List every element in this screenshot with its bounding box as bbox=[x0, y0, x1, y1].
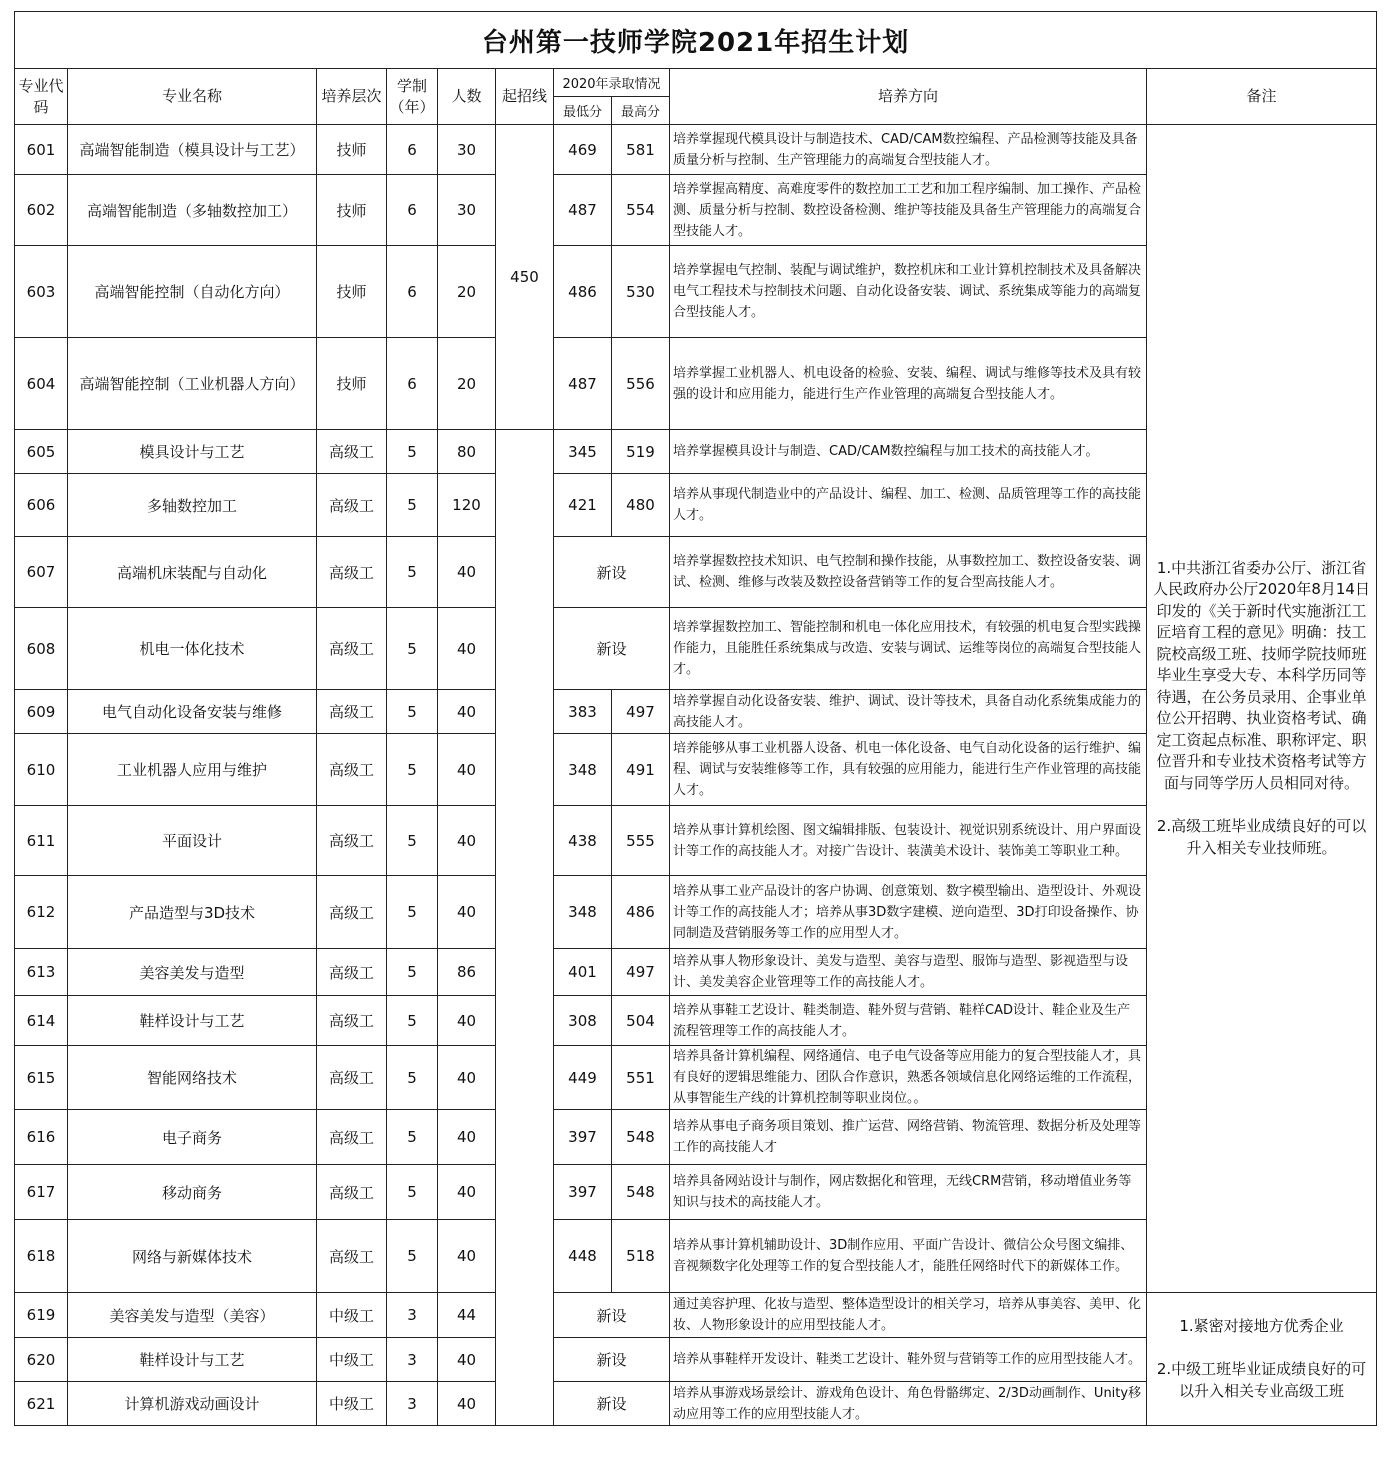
min-score: 308 bbox=[554, 996, 612, 1046]
major-code: 618 bbox=[15, 1220, 68, 1293]
duration-years: 5 bbox=[387, 1110, 438, 1165]
major-name: 计算机游戏动画设计 bbox=[68, 1382, 317, 1426]
training-level: 高级工 bbox=[317, 1220, 387, 1293]
training-level: 技师 bbox=[317, 175, 387, 246]
max-score: 555 bbox=[612, 806, 670, 876]
training-direction: 培养掌握高精度、高难度零件的数控加工工艺和加工程序编制、加工操作、产品检测、质量分析与控制、数控设备检测、维护等技能及具备生产管理能力的高端复合型技能人才。 bbox=[670, 175, 1147, 246]
max-score: 556 bbox=[612, 338, 670, 430]
training-direction: 通过美容护理、化妆与造型、整体造型设计的相关学习，培养从事美容、美甲、化妆、人物形象设计的应用型技能人才。 bbox=[670, 1293, 1147, 1338]
training-level: 技师 bbox=[317, 338, 387, 430]
training-direction: 培养从事电子商务项目策划、推广运营、网络营销、物流管理、数据分析及处理等工作的高技能人才 bbox=[670, 1110, 1147, 1165]
enrollment-count: 40 bbox=[438, 876, 496, 949]
max-score: 497 bbox=[612, 949, 670, 996]
enrollment-count: 20 bbox=[438, 338, 496, 430]
major-code: 612 bbox=[15, 876, 68, 949]
major-name: 鞋样设计与工艺 bbox=[68, 1338, 317, 1382]
max-score: 548 bbox=[612, 1165, 670, 1220]
duration-years: 5 bbox=[387, 690, 438, 734]
min-score: 345 bbox=[554, 430, 612, 474]
training-level: 高级工 bbox=[317, 1110, 387, 1165]
duration-years: 5 bbox=[387, 876, 438, 949]
header-remarks: 备注 bbox=[1147, 69, 1377, 125]
max-score: 530 bbox=[612, 246, 670, 338]
header-name: 专业名称 bbox=[68, 69, 317, 125]
major-name: 机电一体化技术 bbox=[68, 608, 317, 690]
enrollment-count: 40 bbox=[438, 996, 496, 1046]
major-code: 619 bbox=[15, 1293, 68, 1338]
max-score: 548 bbox=[612, 1110, 670, 1165]
page-title: 台州第一技师学院2021年招生计划 bbox=[15, 12, 1377, 69]
enrollment-count: 30 bbox=[438, 125, 496, 175]
header-admission-2020: 2020年录取情况 bbox=[554, 69, 670, 97]
new-major-badge: 新设 bbox=[554, 608, 670, 690]
duration-years: 6 bbox=[387, 246, 438, 338]
major-code: 606 bbox=[15, 474, 68, 537]
duration-years: 5 bbox=[387, 949, 438, 996]
major-code: 610 bbox=[15, 734, 68, 806]
training-level: 高级工 bbox=[317, 806, 387, 876]
duration-years: 5 bbox=[387, 1046, 438, 1110]
major-code: 607 bbox=[15, 537, 68, 608]
header-min-score: 最低分 bbox=[554, 97, 612, 125]
training-level: 高级工 bbox=[317, 876, 387, 949]
training-direction: 培养掌握数控技术知识、电气控制和操作技能，从事数控加工、数控设备安装、调试、检测、维修与改装及数控设备营销等工作的复合型高技能人才。 bbox=[670, 537, 1147, 608]
min-score: 486 bbox=[554, 246, 612, 338]
major-name: 美容美发与造型 bbox=[68, 949, 317, 996]
duration-years: 5 bbox=[387, 608, 438, 690]
training-level: 中级工 bbox=[317, 1293, 387, 1338]
duration-years: 5 bbox=[387, 537, 438, 608]
max-score: 504 bbox=[612, 996, 670, 1046]
training-level: 高级工 bbox=[317, 608, 387, 690]
major-name: 鞋样设计与工艺 bbox=[68, 996, 317, 1046]
enrollment-count: 40 bbox=[438, 734, 496, 806]
max-score: 486 bbox=[612, 876, 670, 949]
major-code: 602 bbox=[15, 175, 68, 246]
duration-years: 6 bbox=[387, 125, 438, 175]
major-name: 电气自动化设备安装与维修 bbox=[68, 690, 317, 734]
major-name: 电子商务 bbox=[68, 1110, 317, 1165]
major-name: 高端机床装配与自动化 bbox=[68, 537, 317, 608]
major-code: 620 bbox=[15, 1338, 68, 1382]
enrollment-count: 120 bbox=[438, 474, 496, 537]
enrollment-count: 40 bbox=[438, 537, 496, 608]
training-direction: 培养从事计算机绘图、图文编辑排版、包装设计、视觉识别系统设计、用户界面设计等工作的高技能人才。对接广告设计、装潢美术设计、装饰美工等职业工种。 bbox=[670, 806, 1147, 876]
remarks-intermediate-1: 1.紧密对接地方优秀企业 bbox=[1179, 1316, 1344, 1335]
enrollment-count: 40 bbox=[438, 806, 496, 876]
training-level: 高级工 bbox=[317, 430, 387, 474]
training-direction: 培养从事计算机辅助设计、3D制作应用、平面广告设计、微信公众号图文编排、音视频数字化处理等工作的复合型技能人才，能胜任网络时代下的新媒体工作。 bbox=[670, 1220, 1147, 1293]
training-direction: 培养掌握数控加工、智能控制和机电一体化应用技术，有较强的机电复合型实践操作能力，且能胜任系统集成与改造、安装与调试、运维等岗位的高端复合型技能人才。 bbox=[670, 608, 1147, 690]
major-code: 614 bbox=[15, 996, 68, 1046]
major-name: 高端智能控制（自动化方向） bbox=[68, 246, 317, 338]
remarks-senior-1: 1.中共浙江省委办公厅、浙江省人民政府办公厅2020年8月14日印发的《关于新时代实施浙江工匠培育工程的意见》明确：技工院校高级工班、技师学院技师班毕业生享受大专、本科学历同等待遇，在公务员录用、企事业单位公开招聘、执业资格考试、确定工资起点标准、职称评定、职位晋升和专业技术资格考试等方面与同等学历人员相同对待。 bbox=[1153, 558, 1370, 792]
min-score: 421 bbox=[554, 474, 612, 537]
training-level: 高级工 bbox=[317, 1165, 387, 1220]
training-direction: 培养能够从事工业机器人设备、机电一体化设备、电气自动化设备的运行维护、编程、调试与安装维修等工作，具有较强的应用能力，能进行生产作业管理的高技能人才。 bbox=[670, 734, 1147, 806]
new-major-badge: 新设 bbox=[554, 1382, 670, 1426]
major-code: 601 bbox=[15, 125, 68, 175]
major-code: 621 bbox=[15, 1382, 68, 1426]
new-major-badge: 新设 bbox=[554, 1338, 670, 1382]
header-level: 培养层次 bbox=[317, 69, 387, 125]
major-name: 多轴数控加工 bbox=[68, 474, 317, 537]
training-direction: 培养掌握电气控制、装配与调试维护，数控机床和工业计算机控制技术及具备解决电气工程技术与控制技术问题、自动化设备安装、调试、系统集成等能力的高端复合型技能人才。 bbox=[670, 246, 1147, 338]
major-code: 604 bbox=[15, 338, 68, 430]
header-code: 专业代码 bbox=[15, 69, 68, 125]
enrollment-table bbox=[14, 11, 1377, 1426]
training-level: 技师 bbox=[317, 125, 387, 175]
major-name: 高端智能控制（工业机器人方向） bbox=[68, 338, 317, 430]
duration-years: 5 bbox=[387, 1165, 438, 1220]
duration-years: 5 bbox=[387, 430, 438, 474]
training-level: 高级工 bbox=[317, 734, 387, 806]
training-direction: 培养从事鞋样开发设计、鞋类工艺设计、鞋外贸与营销等工作的应用型技能人才。 bbox=[670, 1338, 1147, 1382]
table-row bbox=[15, 1293, 1377, 1338]
training-direction: 培养从事工业产品设计的客户协调、创意策划、数字模型输出、造型设计、外观设计等工作的高技能人才；培养从事3D数字建模、逆向造型、3D打印设备操作、协同制造及营销服务等工作的应用型人才。 bbox=[670, 876, 1147, 949]
major-name: 模具设计与工艺 bbox=[68, 430, 317, 474]
new-major-badge: 新设 bbox=[554, 1293, 670, 1338]
major-code: 605 bbox=[15, 430, 68, 474]
enrollment-count: 80 bbox=[438, 430, 496, 474]
duration-years: 3 bbox=[387, 1293, 438, 1338]
max-score: 551 bbox=[612, 1046, 670, 1110]
duration-years: 5 bbox=[387, 734, 438, 806]
max-score: 497 bbox=[612, 690, 670, 734]
training-direction: 培养具备计算机编程、网络通信、电子电气设备等应用能力的复合型技能人才，具有良好的逻辑思维能力、团队合作意识，熟悉各领域信息化网络运维的工作流程，从事智能生产线的计算机控制等职业岗位。。 bbox=[670, 1046, 1147, 1110]
training-direction: 培养掌握工业机器人、机电设备的检验、安装、编程、调试与维修等技术及具有较强的设计和应用能力，能进行生产作业管理的高端复合型技能人才。 bbox=[670, 338, 1147, 430]
enrollment-count: 44 bbox=[438, 1293, 496, 1338]
major-name: 平面设计 bbox=[68, 806, 317, 876]
major-name: 移动商务 bbox=[68, 1165, 317, 1220]
major-code: 603 bbox=[15, 246, 68, 338]
duration-years: 5 bbox=[387, 474, 438, 537]
min-score: 383 bbox=[554, 690, 612, 734]
training-direction: 培养从事人物形象设计、美发与造型、美容与造型、服饰与造型、影视造型与设计、美发美容企业管理等工作的高技能人才。 bbox=[670, 949, 1147, 996]
min-score: 348 bbox=[554, 734, 612, 806]
training-direction: 培养从事游戏场景绘计、游戏角色设计、角色骨骼绑定、2/3D动画制作、Unity移动应用等工作的应用型技能人才。 bbox=[670, 1382, 1147, 1426]
enrollment-count: 40 bbox=[438, 1338, 496, 1382]
enrollment-count: 40 bbox=[438, 1046, 496, 1110]
training-level: 高级工 bbox=[317, 1046, 387, 1110]
duration-years: 6 bbox=[387, 175, 438, 246]
major-code: 615 bbox=[15, 1046, 68, 1110]
header-cutoff: 起招线 bbox=[496, 69, 554, 125]
min-score: 487 bbox=[554, 175, 612, 246]
training-level: 高级工 bbox=[317, 996, 387, 1046]
duration-years: 5 bbox=[387, 1220, 438, 1293]
training-direction: 培养掌握现代模具设计与制造技术、CAD/CAM数控编程、产品检测等技能及具备质量分析与控制、生产管理能力的高端复合型技能人才。 bbox=[670, 125, 1147, 175]
major-name: 美容美发与造型（美容） bbox=[68, 1293, 317, 1338]
major-code: 611 bbox=[15, 806, 68, 876]
header-count: 人数 bbox=[438, 69, 496, 125]
duration-years: 6 bbox=[387, 338, 438, 430]
training-level: 中级工 bbox=[317, 1382, 387, 1426]
major-code: 616 bbox=[15, 1110, 68, 1165]
min-score: 438 bbox=[554, 806, 612, 876]
remarks-senior bbox=[1147, 125, 1377, 1293]
training-level: 高级工 bbox=[317, 690, 387, 734]
min-score: 469 bbox=[554, 125, 612, 175]
enrollment-count: 86 bbox=[438, 949, 496, 996]
cutoff-score-empty bbox=[496, 430, 554, 1426]
enrollment-plan-sheet bbox=[14, 11, 1376, 1426]
duration-years: 3 bbox=[387, 1382, 438, 1426]
major-name: 产品造型与3D技术 bbox=[68, 876, 317, 949]
enrollment-count: 40 bbox=[438, 1165, 496, 1220]
training-level: 中级工 bbox=[317, 1338, 387, 1382]
remarks-intermediate-2: 2.中级工班毕业证成绩良好的可以升入相关专业高级工班 bbox=[1156, 1360, 1367, 1400]
max-score: 519 bbox=[612, 430, 670, 474]
training-direction: 培养掌握自动化设备安装、维护、调试、设计等技术，具备自动化系统集成能力的高技能人才。 bbox=[670, 690, 1147, 734]
header-duration: 学制（年） bbox=[387, 69, 438, 125]
min-score: 401 bbox=[554, 949, 612, 996]
min-score: 397 bbox=[554, 1165, 612, 1220]
major-name: 高端智能制造（模具设计与工艺） bbox=[68, 125, 317, 175]
training-level: 高级工 bbox=[317, 537, 387, 608]
enrollment-count: 40 bbox=[438, 1110, 496, 1165]
max-score: 518 bbox=[612, 1220, 670, 1293]
min-score: 448 bbox=[554, 1220, 612, 1293]
major-name: 智能网络技术 bbox=[68, 1046, 317, 1110]
major-code: 609 bbox=[15, 690, 68, 734]
major-name: 工业机器人应用与维护 bbox=[68, 734, 317, 806]
header-max-score: 最高分 bbox=[612, 97, 670, 125]
major-code: 608 bbox=[15, 608, 68, 690]
enrollment-count: 40 bbox=[438, 1220, 496, 1293]
header-direction: 培养方向 bbox=[670, 69, 1147, 125]
duration-years: 3 bbox=[387, 1338, 438, 1382]
enrollment-count: 20 bbox=[438, 246, 496, 338]
enrollment-count: 40 bbox=[438, 690, 496, 734]
major-code: 617 bbox=[15, 1165, 68, 1220]
training-direction: 培养掌握模具设计与制造、CAD/CAM数控编程与加工技术的高技能人才。 bbox=[670, 430, 1147, 474]
max-score: 554 bbox=[612, 175, 670, 246]
remarks-intermediate bbox=[1147, 1293, 1377, 1426]
training-direction: 培养具备网站设计与制作，网店数据化和管理，无线CRM营销，移动增值业务等知识与技术的高技能人才。 bbox=[670, 1165, 1147, 1220]
enrollment-count: 30 bbox=[438, 175, 496, 246]
duration-years: 5 bbox=[387, 996, 438, 1046]
min-score: 397 bbox=[554, 1110, 612, 1165]
min-score: 487 bbox=[554, 338, 612, 430]
remarks-senior-2: 2.高级工班毕业成绩良好的可以升入相关专业技师班。 bbox=[1156, 817, 1367, 857]
new-major-badge: 新设 bbox=[554, 537, 670, 608]
min-score: 449 bbox=[554, 1046, 612, 1110]
max-score: 480 bbox=[612, 474, 670, 537]
training-direction: 培养从事现代制造业中的产品设计、编程、加工、检测、品质管理等工作的高技能人才。 bbox=[670, 474, 1147, 537]
cutoff-score: 450 bbox=[496, 125, 554, 430]
training-level: 高级工 bbox=[317, 949, 387, 996]
table-row bbox=[15, 125, 1377, 175]
max-score: 491 bbox=[612, 734, 670, 806]
major-name: 网络与新媒体技术 bbox=[68, 1220, 317, 1293]
min-score: 348 bbox=[554, 876, 612, 949]
max-score: 581 bbox=[612, 125, 670, 175]
enrollment-count: 40 bbox=[438, 1382, 496, 1426]
training-level: 技师 bbox=[317, 246, 387, 338]
major-code: 613 bbox=[15, 949, 68, 996]
duration-years: 5 bbox=[387, 806, 438, 876]
training-level: 高级工 bbox=[317, 474, 387, 537]
major-name: 高端智能制造（多轴数控加工） bbox=[68, 175, 317, 246]
enrollment-count: 40 bbox=[438, 608, 496, 690]
training-direction: 培养从事鞋工艺设计、鞋类制造、鞋外贸与营销、鞋样CAD设计、鞋企业及生产流程管理等工作的高技能人才。 bbox=[670, 996, 1147, 1046]
